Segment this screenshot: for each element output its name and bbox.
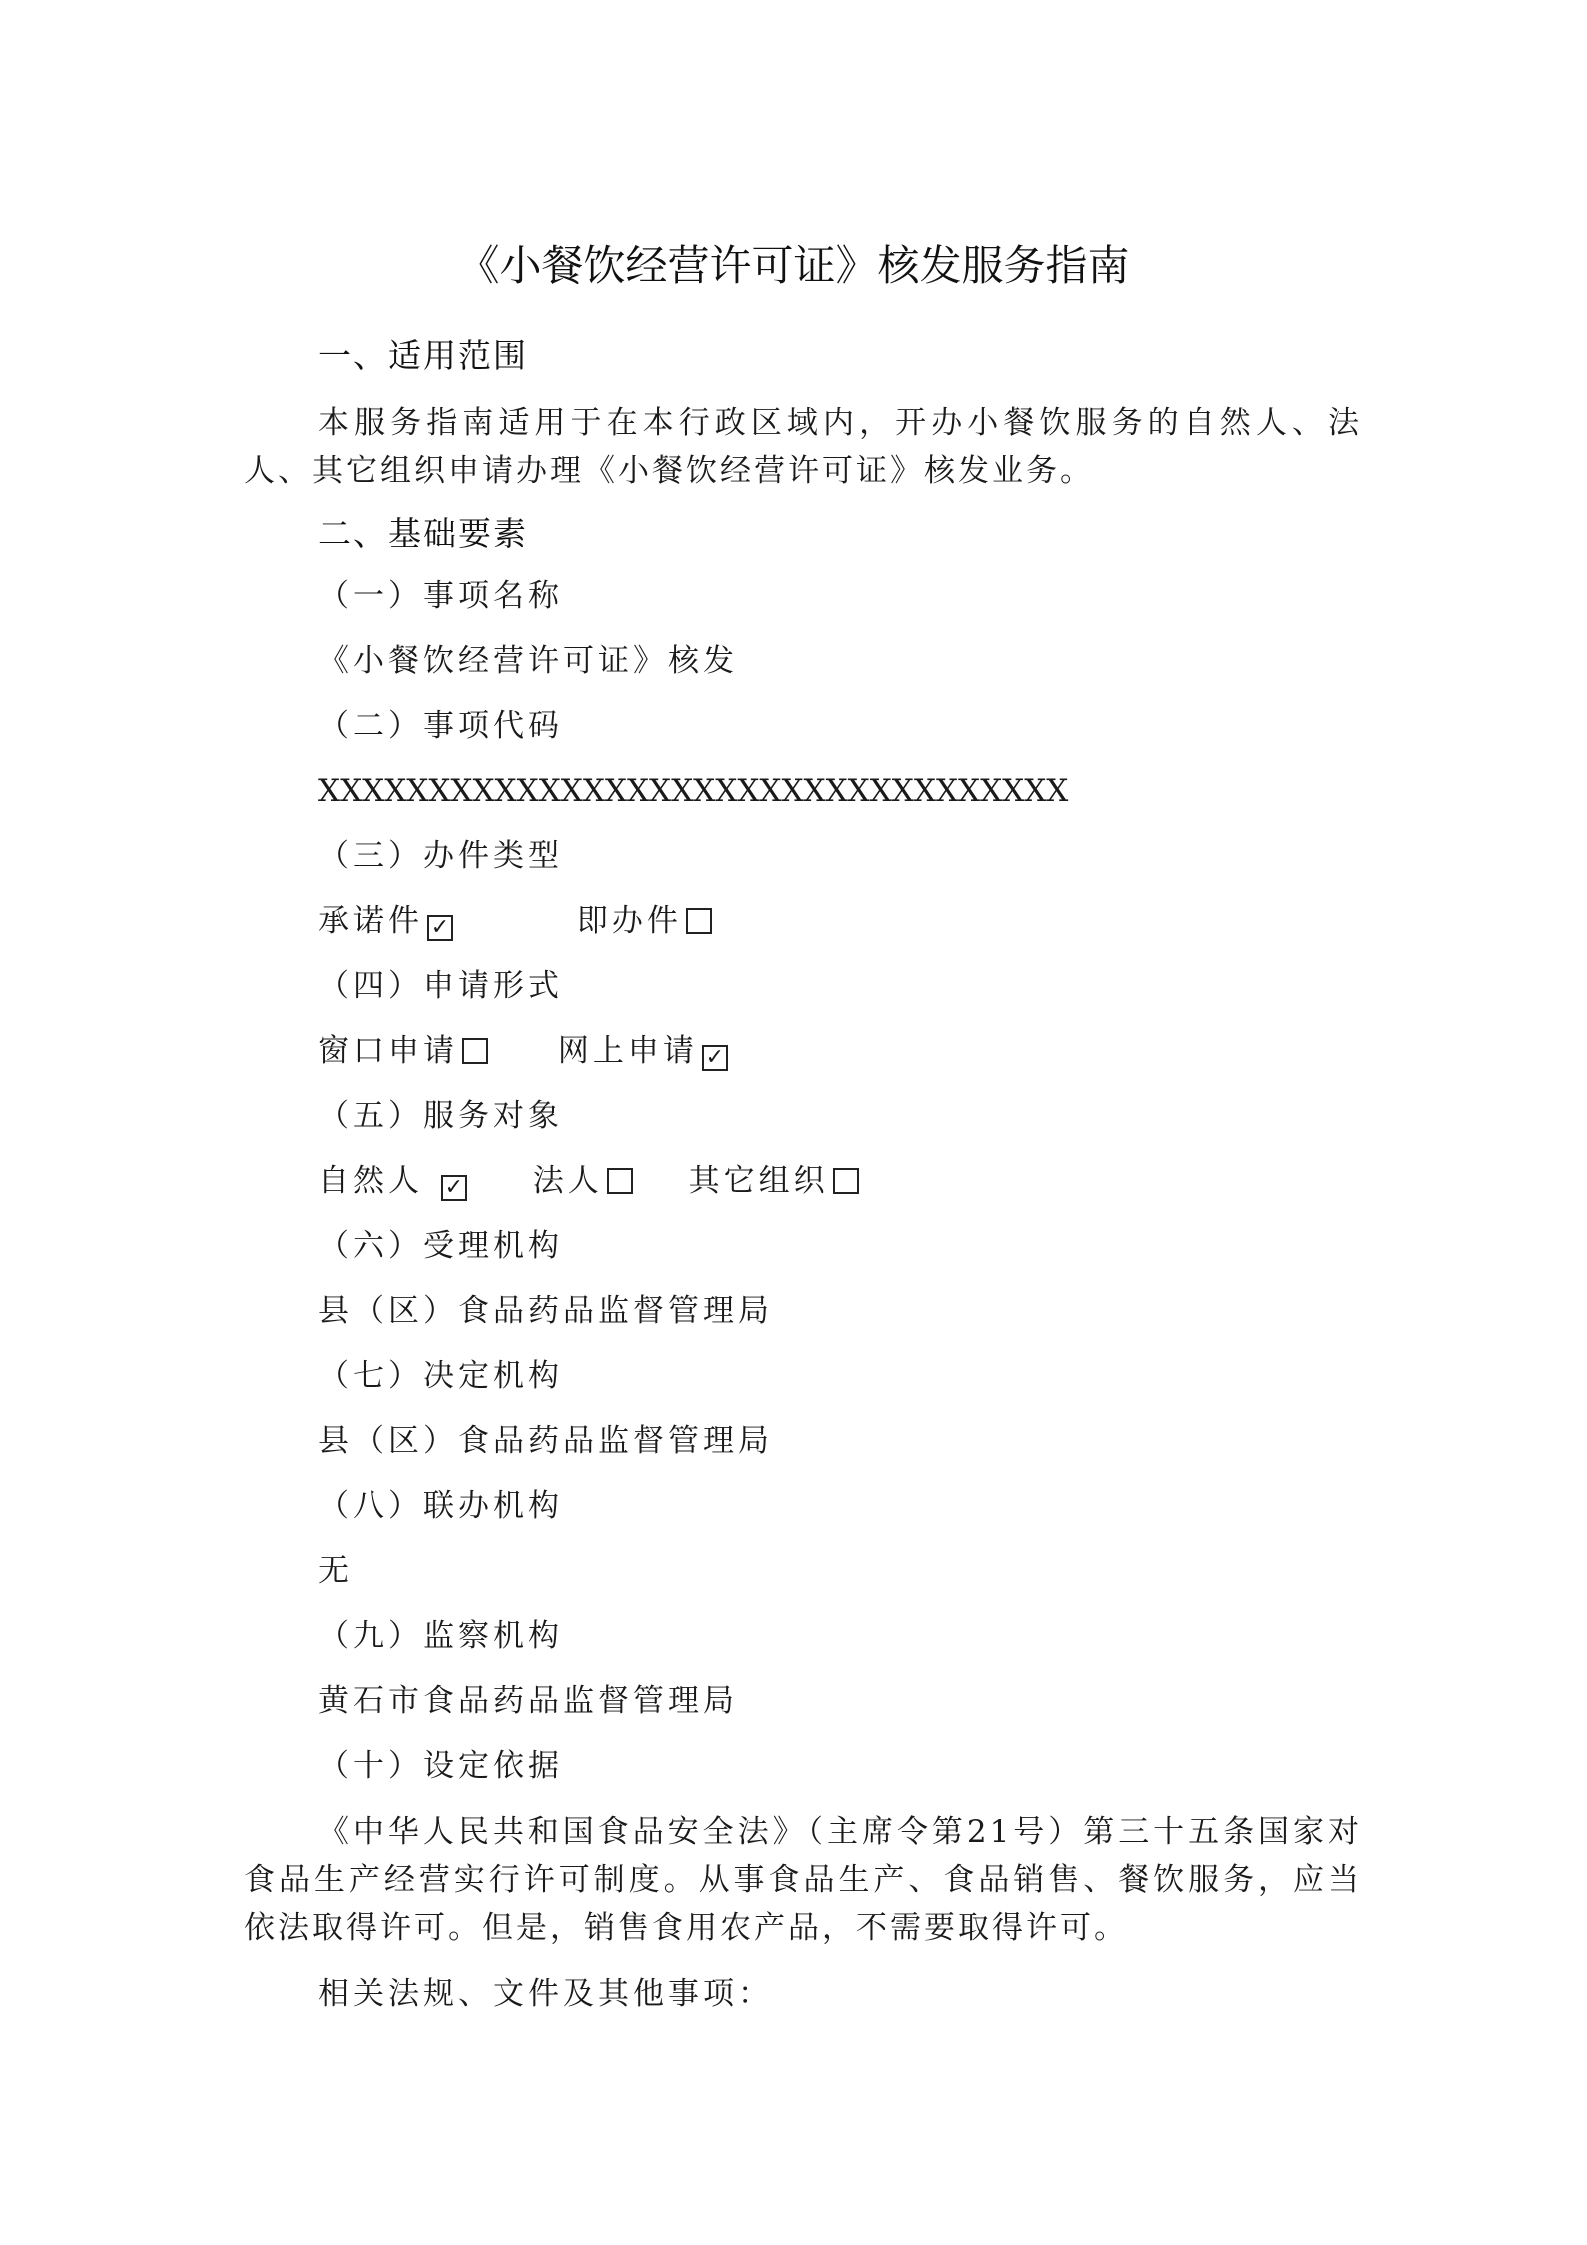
checkbox-unchecked[interactable] <box>833 1168 859 1194</box>
item-label-legal-basis: （十）设定依据 <box>318 1748 563 1784</box>
related-regulations-note: 相关法规、文件及其他事项： <box>318 1976 773 2012</box>
item-label-joint-agency: （八）联办机构 <box>318 1488 563 1524</box>
option-window-application[interactable]: 窗口申请 <box>318 1029 488 1073</box>
checkbox-checked[interactable]: ✓ <box>441 1175 467 1201</box>
option-other-organization[interactable]: 其它组织 <box>689 1159 859 1203</box>
scope-paragraph: 本服务指南适用于在本行政区域内，开办小餐饮服务的自然人、法人、其它组织申请办理《小餐饮经营许可证》核发业务。 <box>244 405 1362 489</box>
item-value-deciding-agency: 县（区）食品药品监督管理局 <box>318 1423 773 1459</box>
checkbox-unchecked[interactable] <box>686 908 712 934</box>
item-label-code: （二）事项代码 <box>318 708 563 744</box>
legal-basis-paragraph: 《中华人民共和国食品安全法》（主席令第21号）第三十五条国家对食品生产经营实行许可制度。从事食品生产、食品销售、餐饮服务，应当依法取得许可。但是，销售食用农产品，不需要取得许可。 <box>244 1814 1362 1946</box>
item-value-supervising-agency: 黄石市食品药品监督管理局 <box>318 1683 738 1719</box>
item-value-joint-agency: 无 <box>318 1553 353 1589</box>
application-form-options <box>318 1029 788 1073</box>
option-legal-person[interactable]: 法人 <box>533 1159 633 1203</box>
item-label-service-target: （五）服务对象 <box>318 1098 563 1134</box>
item-label-name: （一）事项名称 <box>318 578 563 614</box>
checkbox-checked[interactable]: ✓ <box>427 915 453 941</box>
option-online-application[interactable]: 网上申请 ✓ <box>558 1029 728 1073</box>
item-label-deciding-agency: （七）决定机构 <box>318 1358 563 1394</box>
item-label-application-form: （四）申请形式 <box>318 968 563 1004</box>
section-heading-scope: 一、适用范围 <box>318 336 528 375</box>
item-label-case-type: （三）办件类型 <box>318 838 563 874</box>
item-value-name: 《小餐饮经营许可证》核发 <box>318 643 738 679</box>
option-natural-person[interactable]: 自然人 ✓ <box>318 1159 467 1203</box>
item-label-accepting-agency: （六）受理机构 <box>318 1228 563 1264</box>
item-value-code: XXXXXXXXXXXXXXXXXXXXXXXXXXXXXXXXXX <box>318 773 1069 809</box>
option-instant-case[interactable]: 即办件 <box>577 899 712 943</box>
case-type-options <box>318 899 772 943</box>
section-heading-basic-elements: 二、基础要素 <box>318 514 528 553</box>
service-target-options <box>318 1159 919 1203</box>
checkbox-unchecked[interactable] <box>607 1168 633 1194</box>
checkbox-checked[interactable]: ✓ <box>702 1045 728 1071</box>
document-title: 《小餐饮经营许可证》核发服务指南 <box>457 241 1130 290</box>
checkbox-unchecked[interactable] <box>462 1038 488 1064</box>
option-promise-case[interactable]: 承诺件 ✓ <box>318 899 453 943</box>
item-value-accepting-agency: 县（区）食品药品监督管理局 <box>318 1293 773 1329</box>
item-label-supervising-agency: （九）监察机构 <box>318 1618 563 1654</box>
